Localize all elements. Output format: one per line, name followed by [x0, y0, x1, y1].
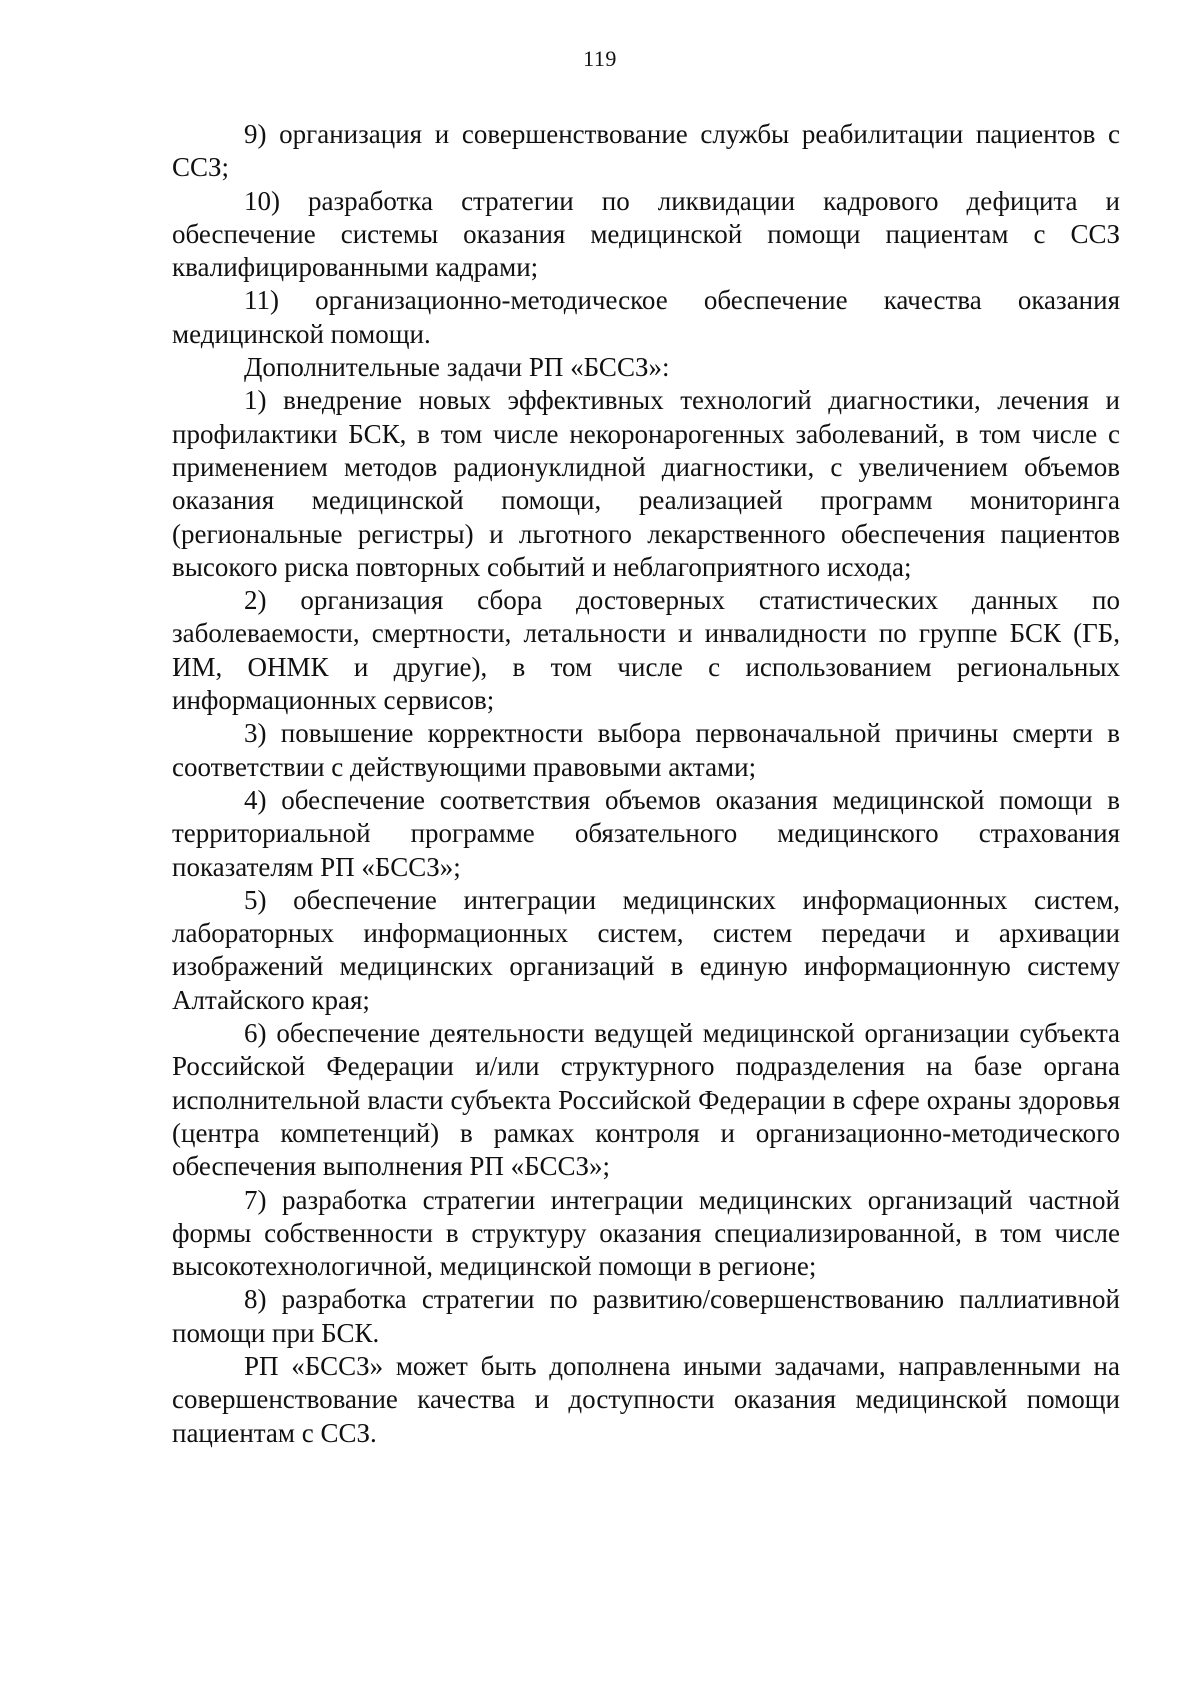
paragraph-additional-4: 4) обеспечение соответствия объемов оказания медицинской помощи в территориальной программе обязательного медицинского страхования показателям РП «БССЗ»; [172, 784, 1120, 882]
paragraph-item-10: 10) разработка стратегии по ликвидации кадрового дефицита и обеспечение системы оказания медицинской помощи пациентам с ССЗ квалифицированными кадрами; [172, 185, 1120, 283]
paragraph-additional-1: 1) внедрение новых эффективных технологий диагностики, лечения и профилактики БСК, в том числе некоронарогенных заболеваний, в том числе с применением методов радионуклидной диагностики, с увеличением объемов оказания медицинской помощи, реализацией программ мониторинга (региональные регистры) и льготного лекарственного обеспечения пациентов высокого риска повторных событий и неблагоприятного исхода; [172, 385, 1120, 582]
paragraph-additional-2: 2) организация сбора достоверных статистических данных по заболеваемости, смертности, летальности и инвалидности по группе БСК (ГБ, ИМ, ОНМК и другие), в том числе с использованием региональных информационных сервисов; [172, 585, 1120, 716]
paragraph-item-9: 9) организация и совершенствование службы реабилитации пациентов с ССЗ; [172, 119, 1120, 183]
paragraph-additional-3: 3) повышение корректности выбора первоначальной причины смерти в соответствии с действующими правовыми актами; [172, 718, 1120, 782]
page-number: 119 [583, 46, 617, 71]
paragraph-additional-5: 5) обеспечение интеграции медицинских информационных систем, лабораторных информационных систем, систем передачи и архивации изображений медицинских организаций в единую информационную систему Алтайского края; [172, 884, 1120, 1015]
section-heading-additional-tasks: Дополнительные задачи РП «БССЗ»: [244, 352, 670, 383]
paragraph-closing: РП «БССЗ» может быть дополнена иными задачами, направленными на совершенствование качества и доступности оказания медицинской помощи пациентам с ССЗ. [172, 1350, 1120, 1448]
paragraph-additional-8: 8) разработка стратегии по развитию/совершенствованию паллиативной помощи при БСК. [172, 1284, 1120, 1348]
paragraph-item-11: 11) организационно-методическое обеспечение качества оказания медицинской помощи. [172, 285, 1120, 349]
paragraph-additional-7: 7) разработка стратегии интеграции медицинских организаций частной формы собственности в структуру оказания специализированной, в том числе высокотехнологичной, медицинской помощи в регионе; [172, 1184, 1120, 1282]
document-body [172, 118, 1120, 1450]
paragraph-additional-6: 6) обеспечение деятельности ведущей медицинской организации субъекта Российской Федерации и/или структурного подразделения на базе органа исполнительной власти субъекта Российской Федерации в сфере охраны здоровья (центра компетенций) в рамках контроля и организационно-методического обеспечения выполнения РП «БССЗ»; [172, 1018, 1120, 1182]
